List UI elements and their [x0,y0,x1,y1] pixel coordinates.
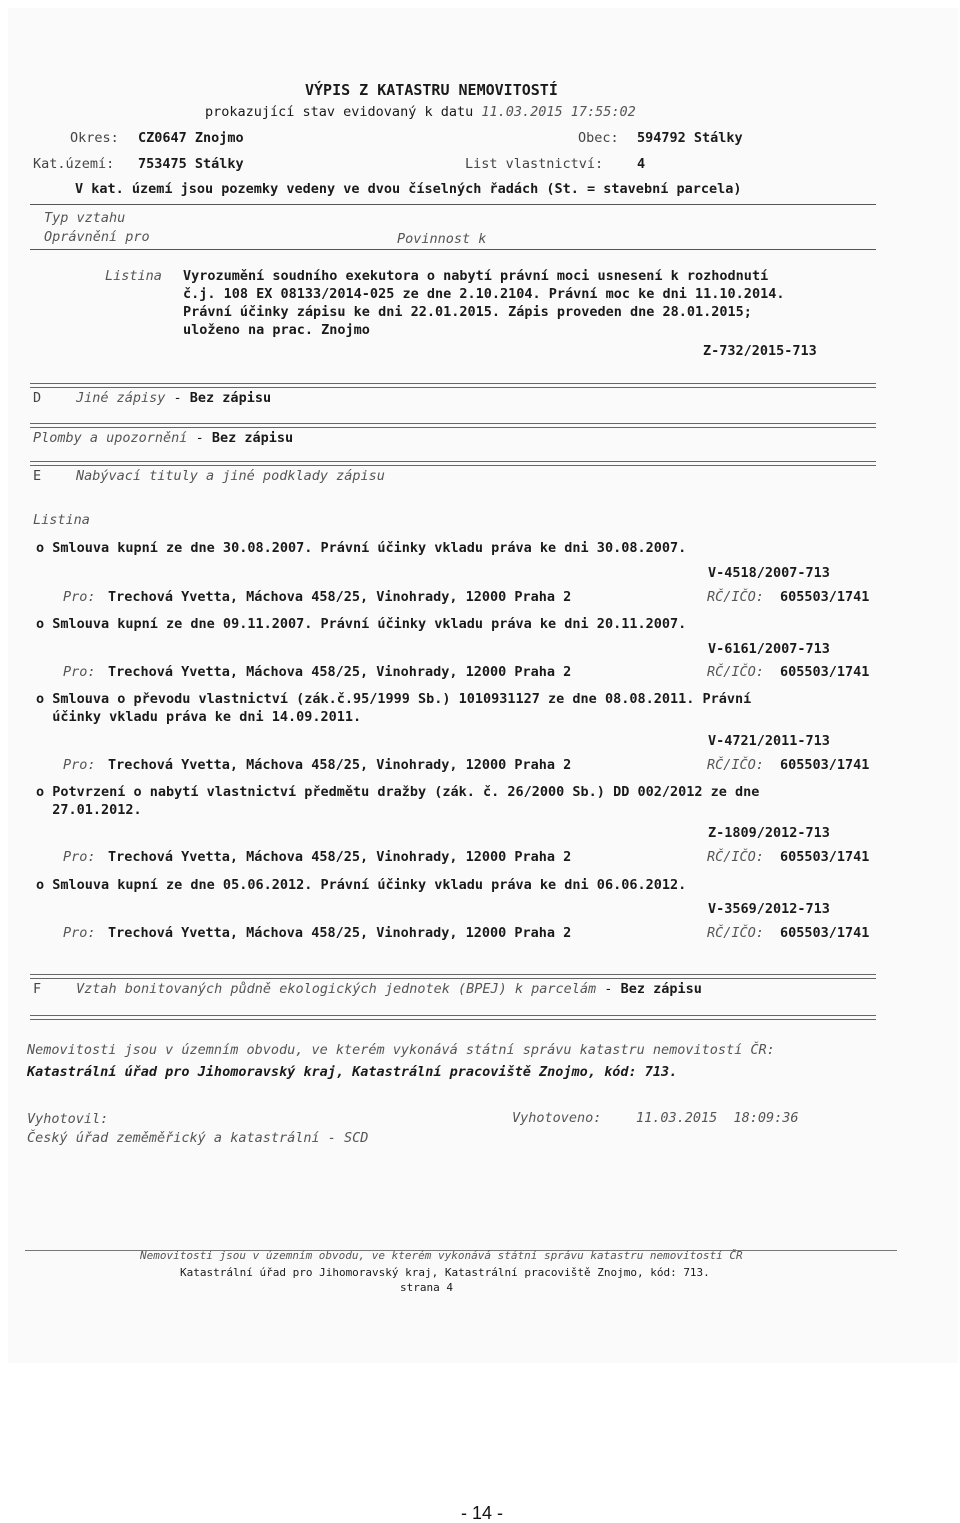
entry-owner: Trechová Yvetta, Máchova 458/25, Vinohrady, 12000 Praha 2 [108,757,572,773]
lv-value: 4 [637,156,646,172]
listina-line: Vyrozumění soudního exekutora o nabytí právní moci usnesení k rozhodnutí [183,268,769,284]
rc-label: RČ/IČO: [707,757,764,773]
section-d-value: Bez zápisu [189,390,272,406]
entry-line: o Smlouva kupní ze dne 30.08.2007. Právní účinky vkladu práva ke dni 30.08.2007. [36,540,687,556]
section-d-dash: - [165,390,190,406]
opravneni-pro-label: Oprávnění pro [44,229,150,245]
section-divider [30,974,876,979]
section-e-label: Nabývací tituly a jiné podklady zápisu [76,468,385,484]
listina-label: Listina [105,268,162,284]
section-f-heading [76,981,702,998]
entry-rc: 605503/1741 [780,664,870,680]
listina-line: uloženo na prac. Znojmo [183,322,370,338]
document-subtitle [205,104,636,121]
entry-line: 27.01.2012. [36,802,142,818]
entry-owner: Trechová Yvetta, Máchova 458/25, Vinohrady, 12000 Praha 2 [108,664,572,680]
entry-line: o Smlouva kupní ze dne 05.06.2012. Právní účinky vkladu práva ke dni 06.06.2012. [36,877,687,893]
vyhotovil-label: Vyhotovil: [27,1111,109,1127]
vyhotovil-value: Český úřad zeměměřický a katastrální - SCD [27,1130,369,1146]
entry-owner: Trechová Yvetta, Máchova 458/25, Vinohrady, 12000 Praha 2 [108,925,572,941]
entry-reference: V-4518/2007-713 [708,565,830,581]
lv-label: List vlastnictví: [465,156,604,172]
section-f-letter: F [33,981,42,997]
section-divider [30,383,876,388]
subtitle-date: 11.03.2015 17:55:02 [481,104,636,120]
entry-rc: 605503/1741 [780,757,870,773]
entry-reference: Z-1809/2012-713 [708,825,830,841]
footer-office: Katastrální úřad pro Jihomoravský kraj, Katastrální pracoviště Znojmo, kód: 713. [180,1266,710,1279]
footer-page: strana 4 [400,1281,453,1294]
pro-label: Pro: [63,925,96,941]
entry-reference: V-3569/2012-713 [708,901,830,917]
typ-vztahu-label: Typ vztahu [44,210,126,226]
section-d-letter: D [33,390,42,406]
entry-reference: V-4721/2011-713 [708,733,830,749]
page-number: - 14 - [461,1503,504,1523]
footer-note: Nemovitosti jsou v územním obvodu, ve kterém vykonává státní správu katastru nemovitostí ČR [140,1249,743,1262]
pro-label: Pro: [63,757,96,773]
entry-reference: V-6161/2007-713 [708,641,830,657]
entry-owner: Trechová Yvetta, Máchova 458/25, Vinohrady, 12000 Praha 2 [108,849,572,865]
divider [30,249,876,250]
katuzemi-label: Kat.území: [33,156,115,172]
entry-line: účinky vkladu práva ke dni 14.09.2011. [36,709,362,725]
plomby-heading [33,430,293,447]
rc-label: RČ/IČO: [707,664,764,680]
vyhotoveno-label: Vyhotoveno: [512,1110,602,1126]
section-f-dash: - [596,981,621,997]
plomby-dash: - [187,430,212,446]
pro-label: Pro: [63,664,96,680]
section-f-value: Bez zápisu [620,981,702,997]
subtitle-prefix: prokazující stav evidovaný k datu [205,104,474,120]
document-title: VÝPIS Z KATASTRU NEMOVITOSTÍ [305,81,558,99]
section-f-label: Vztah bonitovaných půdně ekologických jednotek (BPEJ) k parcelám [76,981,597,997]
plomby-value: Bez zápisu [211,430,294,446]
office-name: Katastrální úřad pro Jihomoravský kraj, Katastrální pracoviště Znojmo, kód: 713. [27,1064,678,1080]
entry-rc: 605503/1741 [780,849,870,865]
section-d-heading [76,390,271,407]
listina-reference: Z-732/2015-713 [703,343,817,359]
office-note: Nemovitosti jsou v územním obvodu, ve kterém vykonává státní správu katastru nemovitostí ČR: [27,1042,775,1058]
entry-owner: Trechová Yvetta, Máchova 458/25, Vinohrady, 12000 Praha 2 [108,589,572,605]
vyhotoveno-value: 11.03.2015 18:09:36 [636,1110,799,1126]
divider [30,204,876,205]
section-divider [30,1015,876,1020]
section-e-listina-label: Listina [33,512,90,528]
povinnost-k-label: Povinnost k [397,231,487,247]
pro-label: Pro: [63,849,96,865]
section-e-letter: E [33,468,42,484]
listina-line: č.j. 108 EX 08133/2014-025 ze dne 2.10.2104. Právní moc ke dni 11.10.2014. [183,286,785,302]
rc-label: RČ/IČO: [707,589,764,605]
entry-rc: 605503/1741 [780,925,870,941]
section-divider [30,423,876,428]
rc-label: RČ/IČO: [707,925,764,941]
obec-label: Obec: [578,130,619,146]
entry-rc: 605503/1741 [780,589,870,605]
parcel-series-note: V kat. území jsou pozemky vedeny ve dvou číselných řadách (St. = stavební parcela) [75,181,742,197]
okres-label: Okres: [70,130,119,146]
okres-value: CZ0647 Znojmo [138,130,244,146]
rc-label: RČ/IČO: [707,849,764,865]
section-divider [30,461,876,466]
obec-value: 594792 Stálky [637,130,743,146]
section-d-label: Jiné zápisy [76,390,166,406]
entry-line: o Smlouva o převodu vlastnictví (zák.č.95/1999 Sb.) 1010931127 ze dne 08.08.2011. Právní [36,691,752,707]
plomby-label: Plomby a upozornění [33,430,188,446]
katuzemi-value: 753475 Stálky [138,156,244,172]
pro-label: Pro: [63,589,96,605]
document-page [8,8,958,1363]
entry-line: o Smlouva kupní ze dne 09.11.2007. Právní účinky vkladu práva ke dni 20.11.2007. [36,616,687,632]
entry-line: o Potvrzení o nabytí vlastnictví předmětu dražby (zák. č. 26/2000 Sb.) DD 002/2012 ze dne [36,784,760,800]
listina-line: Právní účinky zápisu ke dni 22.01.2015. Zápis proveden dne 28.01.2015; [183,304,752,320]
